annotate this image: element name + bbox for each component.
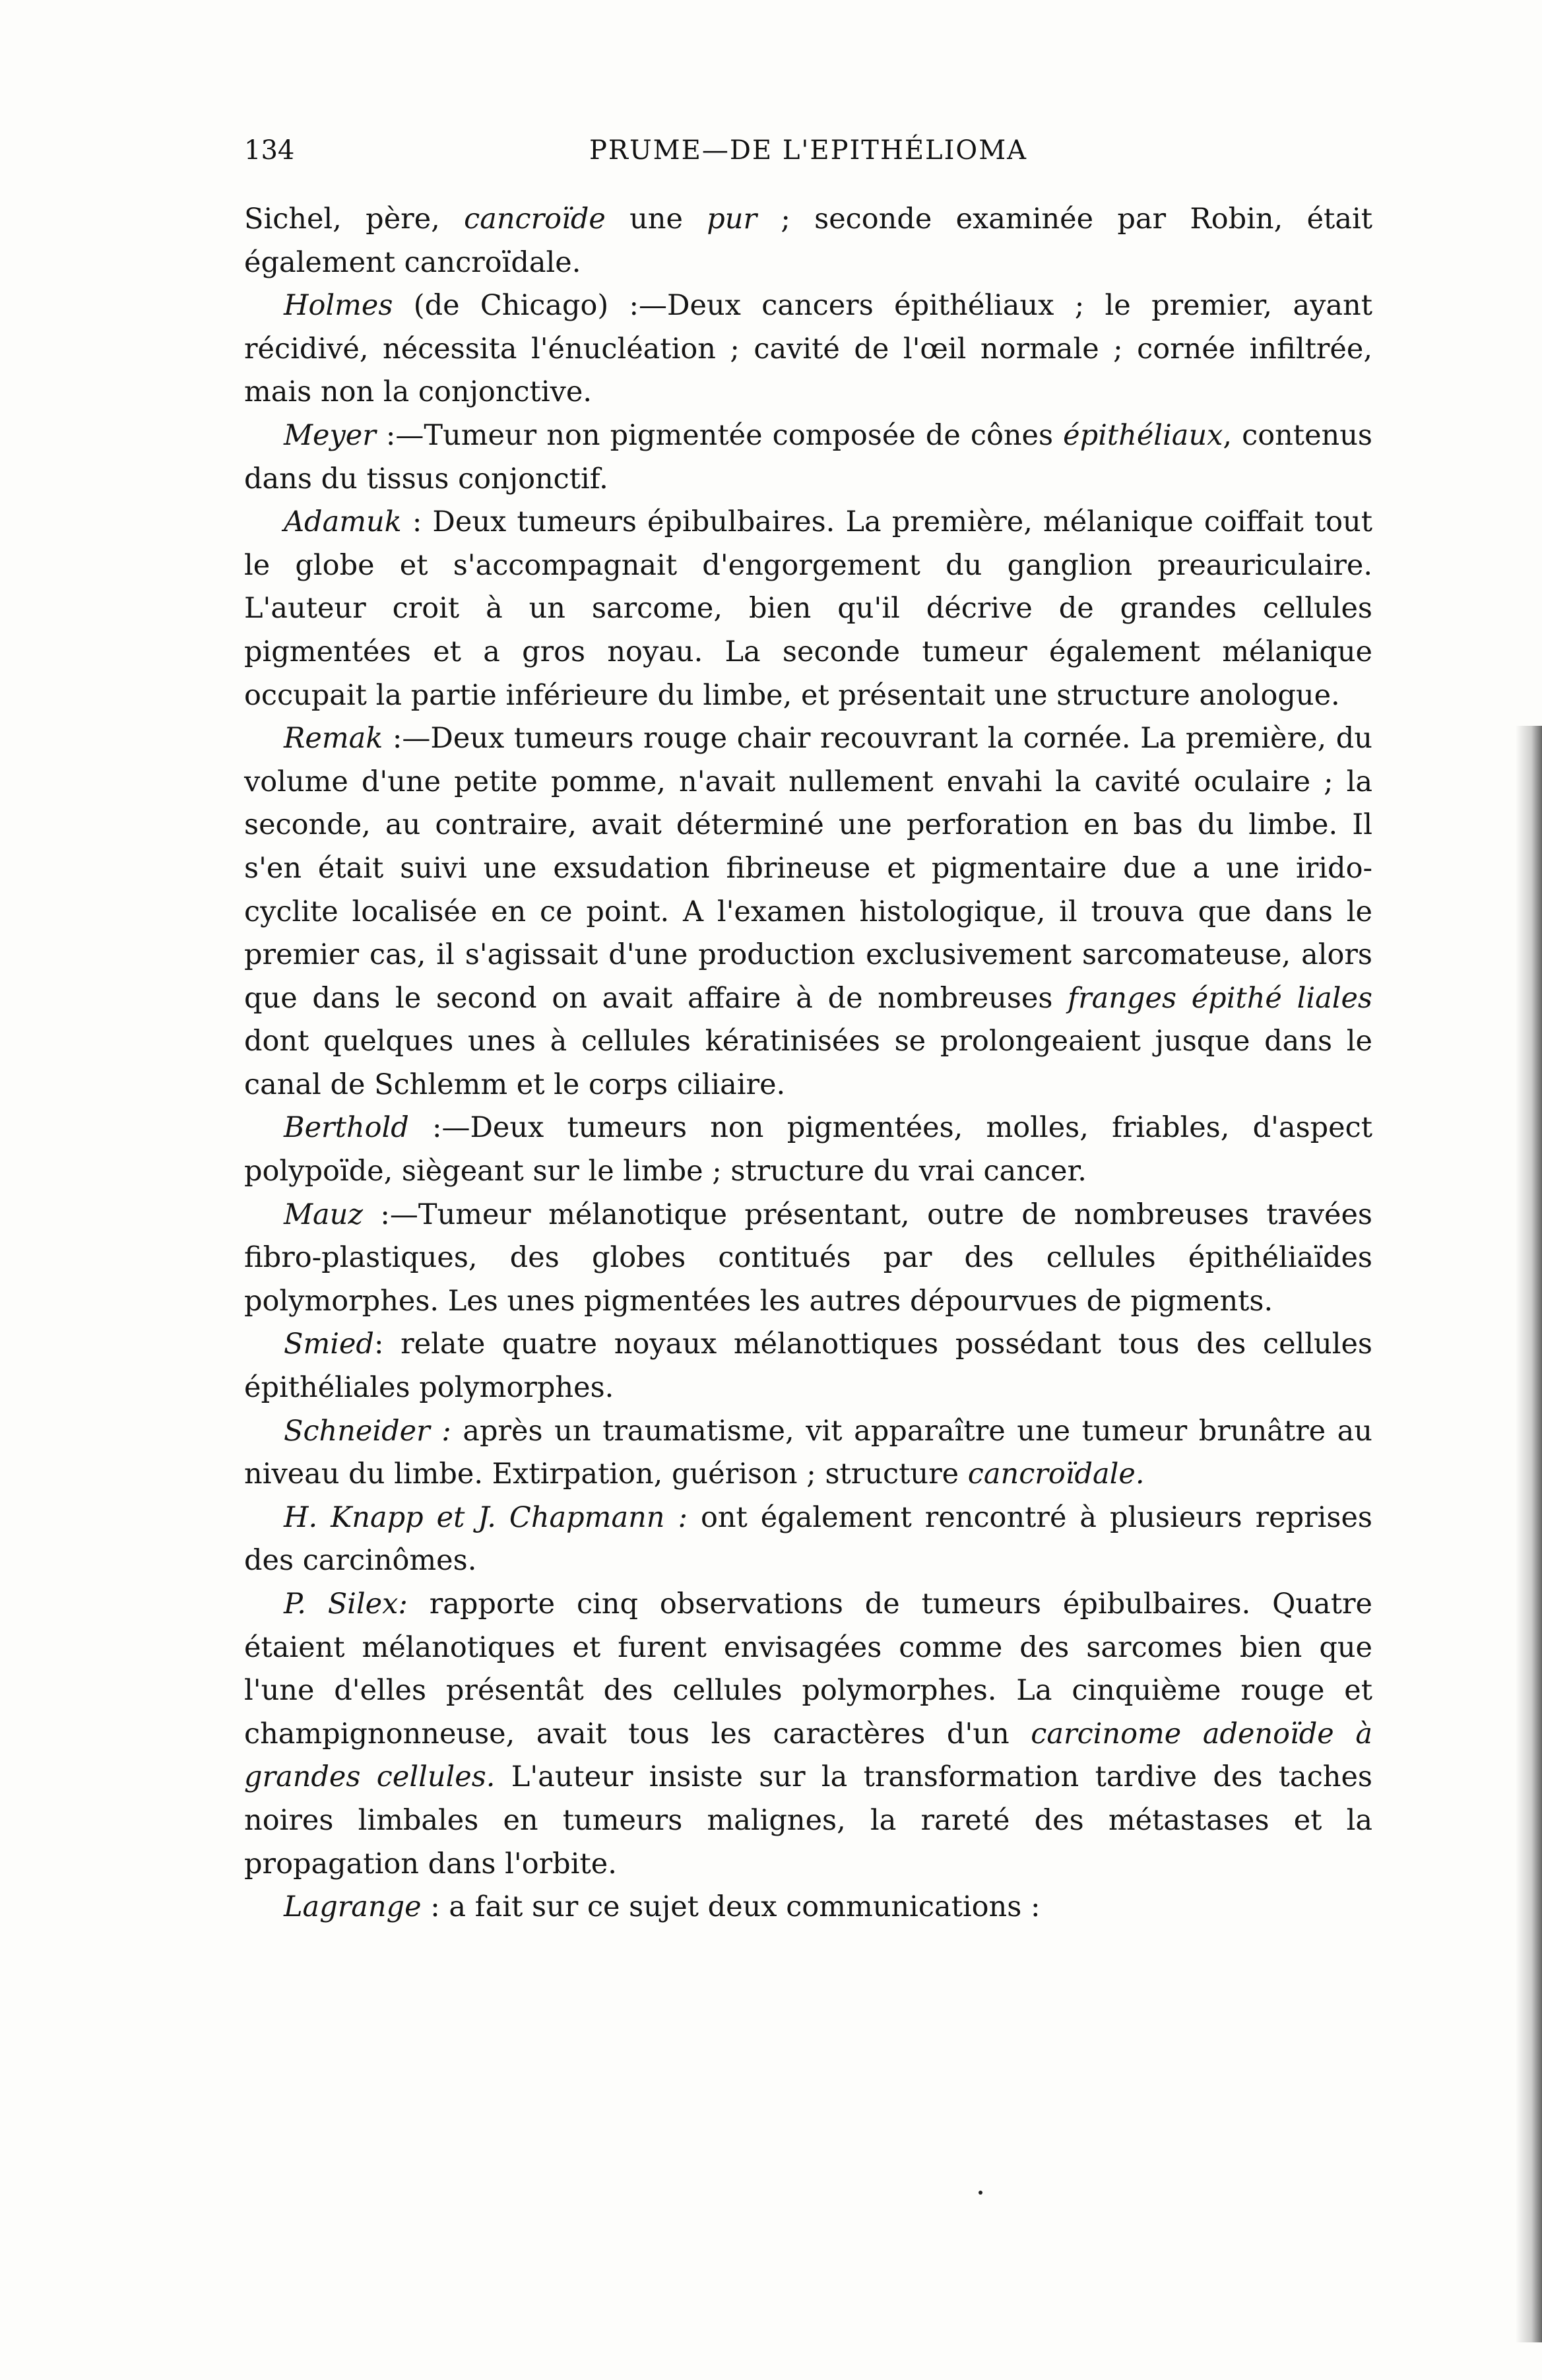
italic-text: H. Knapp et J. Chapmann : <box>284 1500 688 1534</box>
paragraph <box>244 1107 1372 1193</box>
paragraph <box>244 1194 1372 1324</box>
text-run: :—Tumeur non pigmentée composée de cônes <box>375 418 1064 452</box>
italic-text: cancroïde <box>464 203 606 236</box>
italic-text: franges épithé liales <box>1068 981 1372 1015</box>
italic-text: cancroïdale. <box>967 1458 1145 1491</box>
italic-text: Smied <box>284 1328 374 1361</box>
italic-text: Remak <box>284 722 383 756</box>
italic-text: Adamuk <box>284 505 402 539</box>
paragraph <box>244 1583 1372 1886</box>
text-run: :—Tumeur mélanotique présentant, outre de nombreuses travées fibro-plastiques, des globes contitués par des cellules épithéliaïdes polymorphes. Les unes pigmentées les autres dépourvues de pigments. <box>244 1198 1372 1318</box>
ink-speck <box>979 2191 982 2195</box>
text-run: dont quelques unes à cellules kératinisées se prolongeaient jusque dans le canal de Schlemm et le corps ciliaire. <box>244 1025 1372 1101</box>
text-run: :—Deux tumeurs non pigmentées, molles, friables, d'aspect polypoïde, siègeant sur le limbe ; structure du vrai cancer. <box>244 1111 1372 1188</box>
italic-text: P. Silex: <box>284 1588 408 1621</box>
italic-text: Holmes <box>284 289 393 323</box>
paragraph <box>244 1496 1372 1583</box>
text-run: ont également rencontré à plusieurs reprises des carcinômes. <box>244 1500 1372 1578</box>
text-run: rapporte cinq observations de tumeurs épibulbaires. Quatre étaient mélanotiques et furent envisagées comme des sarcomes bien que l'une d'elles présentât des cellules polymorphes. La cinquième rouge et champignonneuse, avait tous les caractères d'un <box>244 1588 1372 1751</box>
paragraph <box>244 198 1372 284</box>
text-run: après un traumatisme, vit apparaître une tumeur brunâtre au niveau du limbe. Extirpation, guérison ; structure <box>244 1414 1373 1491</box>
paragraph <box>244 1323 1372 1409</box>
italic-text: pur <box>707 203 757 236</box>
body-text <box>244 198 1372 1929</box>
italic-text: carcinome adenoïde à grandes cellules. <box>244 1717 1372 1794</box>
italic-text: Mauz <box>284 1198 364 1231</box>
italic-text: Meyer <box>284 418 376 452</box>
page-edge-shadow <box>1516 726 1542 2342</box>
italic-text: épithéliaux <box>1063 418 1223 452</box>
running-head: PRUME—DE L'EPITHÉLIOMA <box>589 135 1028 166</box>
page-number: 134 <box>244 135 295 166</box>
text-run: :—Deux tumeurs rouge chair recouvrant la cornée. La première, du volume d'une petite pomme, n'avait nullement envahi la cavité oculaire ; la seconde, au contraire, avait déterminé une perforation en bas du limbe. Il s'en était suivi une exsudation fibrineuse et pigmentaire due a une irido-cyclite localisée en ce point. A l'examen histologique, il trouva que dans le premier cas, il s'agissait d'une production exclusivement sarcomateuse, alors que dans le second on avait affaire à de nombreuses <box>244 722 1372 1015</box>
text-run: ; seconde examinée par Robin, était également cancroïdale. <box>244 203 1372 279</box>
text-run: , contenus dans du tissus conjonctif. <box>244 418 1372 496</box>
paragraph <box>244 284 1372 414</box>
text-run: (de Chicago) :—Deux cancers épithéliaux ; le premier, ayant récidivé, nécessita l'énucléation ; cavité de l'œil normale ; cornée infiltrée, mais non la conjonctive. <box>244 289 1372 409</box>
italic-text: Berthold <box>284 1111 409 1145</box>
paragraph <box>244 717 1372 1107</box>
paragraph <box>244 1886 1372 1929</box>
text-run: : relate quatre noyaux mélanottiques possédant tous des cellules épithéliales polymorphes. <box>244 1328 1372 1405</box>
paragraph <box>244 414 1372 501</box>
paragraph <box>244 501 1372 717</box>
paragraph <box>244 1410 1372 1496</box>
text-run: L'auteur insiste sur la transformation tardive des taches noires limbales en tumeurs malignes, la rareté des métastases et la propagation dans l'orbite. <box>244 1760 1372 1881</box>
text-run: une <box>605 203 707 236</box>
page-header <box>244 135 1372 181</box>
text-run: : Deux tumeurs épibulbaires. La première, mélanique coiffait tout le globe et s'accompagnait d'engorgement du ganglion preauriculaire. L'auteur croit à un sarcome, bien qu'il décrive de grandes cellules pigmentées et a gros noyau. La seconde tumeur également mélanique occupait la partie inférieure du limbe, et présentait une structure anologue. <box>244 505 1372 712</box>
text-run: : a fait sur ce sujet deux communications : <box>421 1890 1041 1924</box>
text-run: Sichel, père, <box>244 203 465 236</box>
italic-text: Schneider : <box>284 1414 451 1448</box>
italic-text: Lagrange <box>284 1890 422 1924</box>
